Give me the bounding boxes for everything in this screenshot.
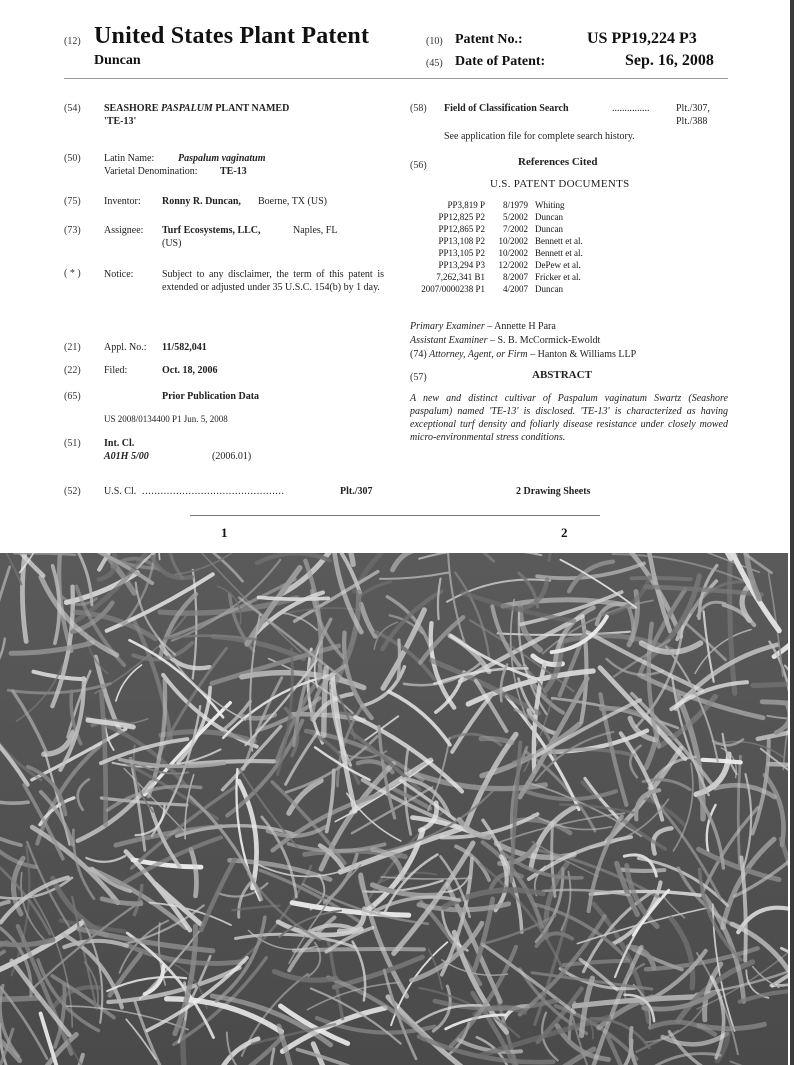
int-cl-label: Int. Cl.	[104, 438, 135, 449]
inventor-number: (75)	[64, 196, 81, 207]
int-cl-value: A01H 5/00	[104, 451, 149, 462]
appl-number: (21)	[64, 342, 81, 353]
figure-divider	[190, 515, 600, 516]
figure-label-1: 1	[221, 525, 228, 540]
latin-number: (50)	[64, 153, 81, 164]
figure-label-2: 2	[561, 525, 568, 540]
notice-label: Notice:	[104, 269, 134, 280]
patent-number: US PP19,224 P3	[587, 30, 697, 47]
notice-number: ( * )	[64, 268, 81, 279]
appl-value: 11/582,041	[162, 342, 207, 353]
us-cl-number: (52)	[64, 486, 81, 497]
header-rule	[64, 78, 728, 79]
varietal-value: TE-13	[220, 166, 247, 177]
date-label: Date of Patent:	[455, 54, 546, 69]
us-cl-dots: ..............................................	[142, 486, 285, 497]
grass-blade	[0, 996, 38, 999]
patent-no-number: (10)	[426, 36, 443, 47]
us-cl-label: U.S. Cl.	[104, 486, 137, 497]
title-number: (54)	[64, 103, 81, 114]
assignee-country: (US)	[162, 238, 182, 249]
latin-value: Paspalum vaginatum	[178, 153, 266, 164]
prior-pub-number: (65)	[64, 391, 81, 402]
page-edge-bar	[790, 0, 794, 1065]
field-search-note: See application file for complete search history.	[444, 131, 635, 142]
kind-code-number: (12)	[64, 36, 81, 47]
primary-examiner: Primary Examiner – Annette H Para	[410, 321, 556, 332]
assignee-place: Naples, FL	[293, 225, 338, 236]
grass-blade	[259, 597, 329, 599]
field-search-value-2: Plt./388	[676, 116, 708, 127]
grass-blade	[703, 760, 741, 763]
us-cl-value: Plt./307	[340, 486, 373, 497]
patent-date: Sep. 16, 2008	[625, 52, 714, 69]
grass-blade	[398, 640, 400, 681]
date-number: (45)	[426, 58, 443, 69]
int-cl-year: (2006.01)	[212, 451, 252, 462]
attorney: (74) Attorney, Agent, or Firm – Hanton & Williams LLP	[410, 349, 637, 360]
prior-pub-heading: Prior Publication Data	[162, 391, 260, 402]
prior-pub-value: US 2008/0134400 P1 Jun. 5, 2008	[104, 414, 228, 424]
grass-blade	[631, 578, 691, 579]
references-subheading: U.S. PATENT DOCUMENTS	[490, 178, 630, 190]
header-inventor-name: Duncan	[94, 53, 141, 68]
references-number: (56)	[410, 160, 427, 171]
patent-page: (12) United States Plant Patent Duncan (10) Patent No.: US PP19,224 P3 (45) Date of Patent: Sep. 16, 2008 (54) SEASHORE PASPALUM PLANT NAMED 'TE-13' (50) Latin Name: Paspalum vaginatum Varietal Denomination: TE-13 (75) Inventor: Ronny R. Duncan, Boerne, TX (US) (73) Assignee: Turf Ecosystems, LLC, Naples, FL (US) ( * ) Notice: Subject to any disclaimer, the term of this patent is extended or adjusted under 35 U.S.C. 154(b) by 1 day. (21) Appl. No.: 11/582,041 (22) Filed: Oct. 18, 2006 (65) Prior Publication Data US 2008/0134400 P1 Jun. 5, 2008 (51) Int. Cl. A01H 5/00 (2006.01) (52) U.S. Cl. .............................................. Plt./307 (58) Field of Classification Search ............... Plt./307, Plt./388 See application file for complete search history. (56) References Cited U.S. PATENT DOCUMENTS PP3,819 P 8/1979 Whiting PP12,825 P2 5/2002 Duncan PP12,865 P2 7/2002 Duncan PP13,108 P2 10/2002 Bennett et al. PP13,105 P2 10/2002 Bennett et al. PP13,294 P3 12/2002 DePew et al. 7,262,341 B1 8/2007 Fricker et al. 2007/0000238 P1 4/2007 Duncan Primary Examiner – Annette H Para Assistant Examiner – S. B. McCormick-Ewoldt (74) Attorney, Agent, or Firm – Hanton & Williams LLP (57) ABSTRACT A new and distinct cultivar of Paspalum vaginatum Swartz (Seashore paspalum) named 'TE-13' is disclosed. 'TE-13' is characterized as having exceptional turf density and foliarly disease resistance under closely mowed micro-environmental stress conditions. 2 Drawing Sheets 1 2	[0, 0, 800, 1065]
filed-label: Filed:	[104, 365, 128, 376]
assignee-label: Assignee:	[104, 225, 144, 236]
abstract-heading: ABSTRACT	[532, 369, 592, 381]
appl-label: Appl. No.:	[104, 342, 147, 353]
filed-value: Oct. 18, 2006	[162, 365, 218, 376]
drawing-sheets: 2 Drawing Sheets	[516, 486, 591, 497]
references-heading: References Cited	[518, 156, 598, 168]
inventor-label: Inventor:	[104, 196, 141, 207]
latin-label: Latin Name:	[104, 153, 155, 164]
varietal-label: Varietal Denomination:	[104, 166, 198, 177]
field-search-value-1: Plt./307,	[676, 103, 710, 114]
assignee-value: Turf Ecosystems, LLC,	[162, 225, 261, 236]
patent-no-label: Patent No.:	[455, 32, 523, 47]
abstract-text: A new and distinct cultivar of Paspalum vaginatum Swartz (Seashore paspalum) named 'TE-13' is disclosed. 'TE-13' is characterized as having exceptional turf density and foliarly disease resistance under closely mowed micro-environmental stress conditions.	[410, 393, 728, 443]
abstract-number: (57)	[410, 372, 427, 383]
grass-photograph	[0, 553, 788, 1065]
invention-title-line2: 'TE-13'	[104, 116, 137, 127]
invention-title: SEASHORE PASPALUM PLANT NAMED	[104, 103, 290, 114]
inventor-place: Boerne, TX (US)	[258, 196, 327, 207]
assignee-number: (73)	[64, 225, 81, 236]
assistant-examiner: Assistant Examiner – S. B. McCormick-Ewoldt	[410, 335, 601, 346]
patent-title: United States Plant Patent	[94, 23, 370, 49]
notice-text: Subject to any disclaimer, the term of this patent is extended or adjusted under 35 U.S.C. 154(b) by 1 day.	[162, 269, 384, 293]
filed-number: (22)	[64, 365, 81, 376]
int-cl-number: (51)	[64, 438, 81, 449]
inventor-value: Ronny R. Duncan,	[162, 196, 241, 207]
field-search-number: (58)	[410, 103, 427, 114]
grass-blade	[294, 949, 424, 951]
field-search-dots: ...............	[612, 103, 650, 114]
field-search-label: Field of Classification Search	[444, 103, 569, 114]
